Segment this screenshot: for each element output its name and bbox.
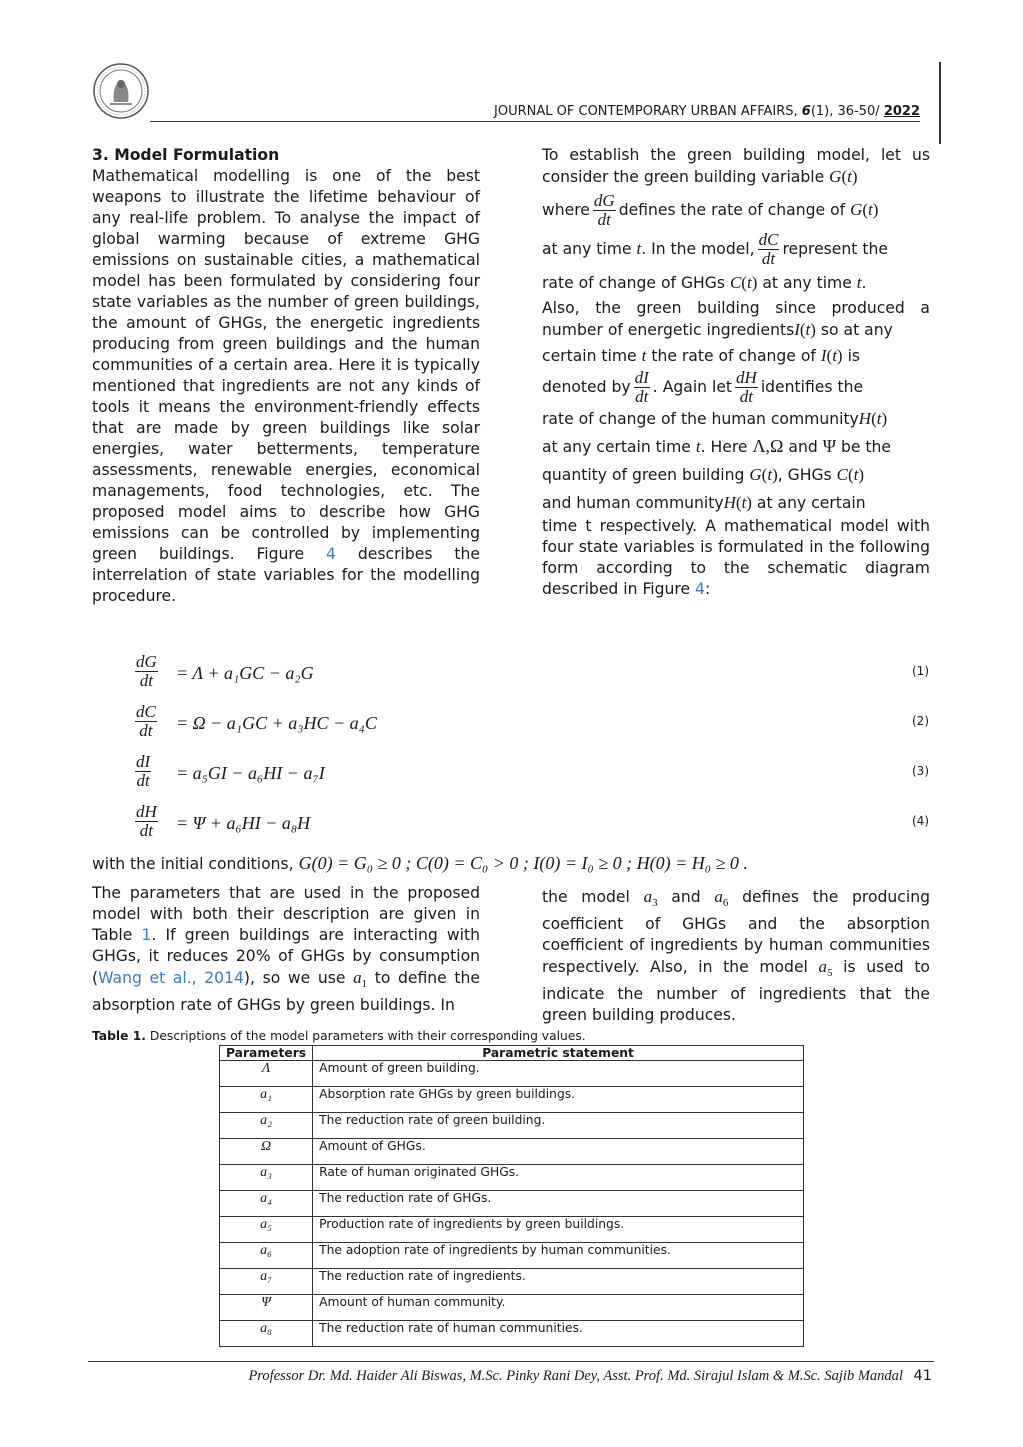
rc-text: at any certain time: [542, 438, 691, 456]
table-caption-label: Table 1.: [92, 1029, 146, 1043]
rc-text: is: [847, 347, 861, 365]
rc-line-7: [542, 369, 930, 406]
parameter-symbol: Ψ: [220, 1295, 313, 1321]
rc-text: , GHGs: [777, 466, 832, 484]
equation-rhs: = Ω − a₁GC + a₃HC − a₄C: [176, 713, 377, 733]
model-formulation-paragraph: [92, 166, 480, 607]
table-caption-text: Descriptions of the model parameters with their corresponding values.: [145, 1029, 586, 1043]
rc-text: so at any: [820, 321, 893, 339]
params-text: to define the absorption rate of GHGs by green buildings. In: [92, 969, 480, 1015]
rc-text: be the: [840, 438, 891, 456]
rc-line-4: rate of change of GHGs C(t) at any time t.: [542, 273, 867, 292]
rc-text: . Again let: [652, 378, 733, 396]
rc-line-3: at any time t. In the model, $\frac{dC}{dt}$ represent the: [542, 230, 888, 268]
parameter-symbol: a₃: [220, 1165, 313, 1191]
header-vertical-rule: [939, 62, 941, 144]
rc-text: the rate of change of: [651, 347, 816, 365]
parameter-symbol: a₄: [220, 1191, 313, 1217]
equation-1: [132, 653, 929, 697]
parameters-table: [219, 1045, 804, 1347]
journal-year: 2022: [883, 104, 920, 119]
math-G-t: G: [829, 167, 842, 186]
table-row: [220, 1165, 804, 1191]
params-text: defines the producing coefficient of GHGs and the absorption coefficient of ingredients by human communities respectively. Also, in the model: [542, 888, 930, 977]
equation-number: (2): [912, 714, 929, 728]
page-number: 41: [913, 1368, 932, 1384]
params-text: the model: [542, 888, 630, 906]
paragraph-text-end: describes the interrelation of state variables for the modelling procedure.: [92, 545, 480, 605]
rc-text: rate of change of GHGs: [542, 274, 725, 292]
table-row: [220, 1087, 804, 1113]
figure-4-link-right[interactable]: 4: [695, 580, 705, 598]
rc-line-10: quantity of green building G(t), GHGs C(t): [542, 465, 865, 484]
table-row: [220, 1217, 804, 1243]
rc-line-5: Also, the green building since produced a number of energetic ingredientsI(t) so at any: [542, 299, 930, 339]
parameter-statement: The reduction rate of green building.: [313, 1113, 804, 1139]
table-row: [220, 1191, 804, 1217]
rc-text: certain time: [542, 347, 637, 365]
frac-dC-dt: $\frac{dC}{dt}$: [758, 230, 779, 268]
rc-line-9: at any certain time t. Here Λ,Ω and Ψ be the: [542, 436, 891, 456]
parameter-symbol: a₂: [220, 1113, 313, 1139]
table-header-statement: Parametric statement: [313, 1046, 804, 1061]
params-text: is used to indicate the number of ingredients that the green building produces.: [542, 958, 930, 1025]
rc-text: where: [542, 201, 590, 219]
table-row: [220, 1061, 804, 1087]
parameter-symbol: Ω: [220, 1139, 313, 1165]
rc-text: quantity of green building: [542, 466, 745, 484]
parameter-statement: The reduction rate of GHGs.: [313, 1191, 804, 1217]
equation-lhs: $\frac{dI}{dt}$: [136, 752, 151, 790]
equation-rhs: = Λ + a₁GC − a₂G: [176, 663, 314, 683]
parameter-statement: Amount of human community.: [313, 1295, 804, 1321]
parameter-symbol: a₁: [220, 1087, 313, 1113]
parameter-statement: Amount of green building.: [313, 1061, 804, 1087]
footer-authors: Professor Dr. Md. Haider Ali Biswas, M.Sc. Pinky Rani Dey, Asst. Prof. Md. Sirajul Islam & M.Sc. Sajib Mandal: [248, 1368, 903, 1384]
params-right-paragraph: the model $a_3$ and $a_6$ defines the producing coefficient of GHGs and the absorption coefficient of ingredients by human communities respectively. Also, in the model $a_5$ is used to indicate the number of ingredients that the green building produces.: [542, 887, 930, 1025]
initial-conditions-formula: G(0) = G₀ ≥ 0 ; C(0) = C₀ > 0 ; I(0) = I₀ ≥ 0 ; H(0) = H₀ ≥ 0 .: [298, 853, 748, 873]
table-row: [220, 1295, 804, 1321]
paragraph-text: Mathematical modelling is one of the best weapons to illustrate the lifetime behaviour of any real-life problem. To analyse the impact of global warming because of extreme GHG emissions on sustainable cities, a mathematical model has been formulated by considering four state variables as the number of green buildings, the amount of GHGs, the energetic ingredients producing from green buildings and the human communities of a certain area. Here it is typically mentioned that ingredients are not any kinds of tools it means the environment-friendly effects that are made by green buildings like solar energies, water betterments, temperature assessments, renewable energies, economical managements, food technologies, etc. The proposed model aims to describe how GHG emissions can be controlled by implementing green buildings. Figure: [92, 167, 480, 563]
table-header-parameters: Parameters: [220, 1046, 313, 1061]
figure-4-link[interactable]: 4: [326, 545, 336, 563]
equation-rhs: = a₅GI − a₆HI − a₇I: [176, 763, 325, 783]
parameter-symbol: a₇: [220, 1269, 313, 1295]
params-text: ), so we use: [243, 969, 346, 987]
rc-text: time t respectively. A mathematical model with four state variables is formulated in the following form according to the schematic diagram described in Figure: [542, 517, 930, 598]
rc-line-6: certain time t the rate of change of I(t) is: [542, 346, 861, 365]
parameter-statement: Rate of human originated GHGs.: [313, 1165, 804, 1191]
right-column: [542, 145, 930, 600]
rc-text: at any time: [542, 240, 632, 258]
table-caption: [92, 1029, 932, 1043]
table-row: [220, 1139, 804, 1165]
rc-line-2: where $\frac{dG}{dt}$ defines the rate of change of G(t): [542, 191, 879, 229]
equation-2: [132, 703, 929, 747]
parameter-statement: The reduction rate of ingredients.: [313, 1269, 804, 1295]
parameter-statement: Absorption rate GHGs by green buildings.: [313, 1087, 804, 1113]
rc-text: defines the rate of change of: [618, 201, 846, 219]
rc-line-1: To establish the green building model, let us consider the green building variable G(t): [542, 146, 930, 186]
params-left-paragraph: The parameters that are used in the proposed model with both their description are given in Table 1. If green buildings are interacting with GHGs, it reduces 20% of GHGs by consumption (Wang et al., 2014), so we use $a_1$ to define the absorption rate of GHGs by green buildings. In: [92, 884, 480, 1015]
table-row: [220, 1113, 804, 1139]
params-text: . If green buildings are interacting with GHGs, it reduces 20% of GHGs by consumption (: [92, 926, 480, 987]
rc-text: . Here: [700, 438, 748, 456]
journal-seal-logo: [92, 62, 150, 120]
citation-wang-2014[interactable]: Wang et al., 2014: [98, 969, 244, 987]
rc-text: :: [704, 580, 711, 598]
journal-volume: 6: [801, 104, 811, 119]
parameter-statement: Production rate of ingredients by green buildings.: [313, 1217, 804, 1243]
equation-number: (3): [912, 764, 929, 778]
journal-name: JOURNAL OF CONTEMPORARY URBAN AFFAIRS,: [494, 104, 802, 119]
rc-text: at any certain: [756, 494, 866, 512]
parameter-statement: The reduction rate of human communities.: [313, 1321, 804, 1347]
rc-line-12: [542, 516, 930, 600]
journal-header: [430, 104, 920, 119]
rc-text: represent the: [782, 240, 888, 258]
parameter-symbol: a₅: [220, 1217, 313, 1243]
equation-number: (4): [912, 814, 929, 828]
parameter-symbol: a₈: [220, 1321, 313, 1347]
equation-lhs: $\frac{dH}{dt}$: [136, 802, 157, 840]
parameter-symbol: a₆: [220, 1243, 313, 1269]
rc-text: and: [788, 438, 818, 456]
rc-text: rate of change of the human community: [542, 410, 859, 428]
equation-number: (1): [912, 664, 929, 678]
equation-4: [132, 803, 929, 847]
rc-text: To establish the green building model, let us consider the green building variable: [542, 146, 930, 186]
table-row: [220, 1321, 804, 1347]
frac-dG-dt: $\frac{dG}{dt}$: [593, 191, 615, 229]
rc-text: identifies the: [760, 378, 864, 396]
section-title: 3. Model Formulation: [92, 146, 280, 164]
left-column: [92, 145, 480, 607]
params-text: and: [671, 888, 701, 906]
initial-conditions: [92, 853, 932, 874]
table-header-row: [220, 1046, 804, 1061]
rc-text: denoted by: [542, 378, 631, 396]
rc-text: . In the model,: [641, 240, 755, 258]
journal-issue-pages: (1), 36-50/: [810, 104, 884, 119]
rc-text: at any time: [762, 274, 852, 292]
rc-text: and human community: [542, 494, 724, 512]
frac-dH-dt: $\frac{dH}{dt}$: [736, 368, 757, 406]
table-row: [220, 1269, 804, 1295]
table-1-link[interactable]: 1: [141, 926, 152, 944]
equation-lhs: $\frac{dG}{dt}$: [136, 652, 157, 690]
parameter-statement: Amount of GHGs.: [313, 1139, 804, 1165]
parameter-statement: The adoption rate of ingredients by human communities.: [313, 1243, 804, 1269]
header-rule: [150, 121, 920, 122]
params-text: The parameters that are used in the proposed model with both their description are given in Table: [92, 884, 480, 944]
footer-rule: [88, 1361, 934, 1362]
initial-conditions-label: with the initial conditions,: [92, 855, 294, 873]
equation-rhs: = Ψ + a₆HI − a₈H: [176, 813, 311, 833]
rc-line-8: rate of change of the human communityH(t): [542, 409, 888, 428]
equation-lhs: $\frac{dC}{dt}$: [136, 702, 156, 740]
equation-3: [132, 753, 929, 797]
rc-text: Also, the green building since produced a number of energetic ingredients: [542, 299, 930, 339]
page-footer: [190, 1368, 932, 1385]
table-row: [220, 1243, 804, 1269]
parameter-symbol: Λ: [220, 1061, 313, 1087]
rc-line-11: and human communityH(t) at any certain: [542, 493, 866, 512]
frac-dI-dt: $\frac{dI}{dt}$: [634, 368, 649, 406]
